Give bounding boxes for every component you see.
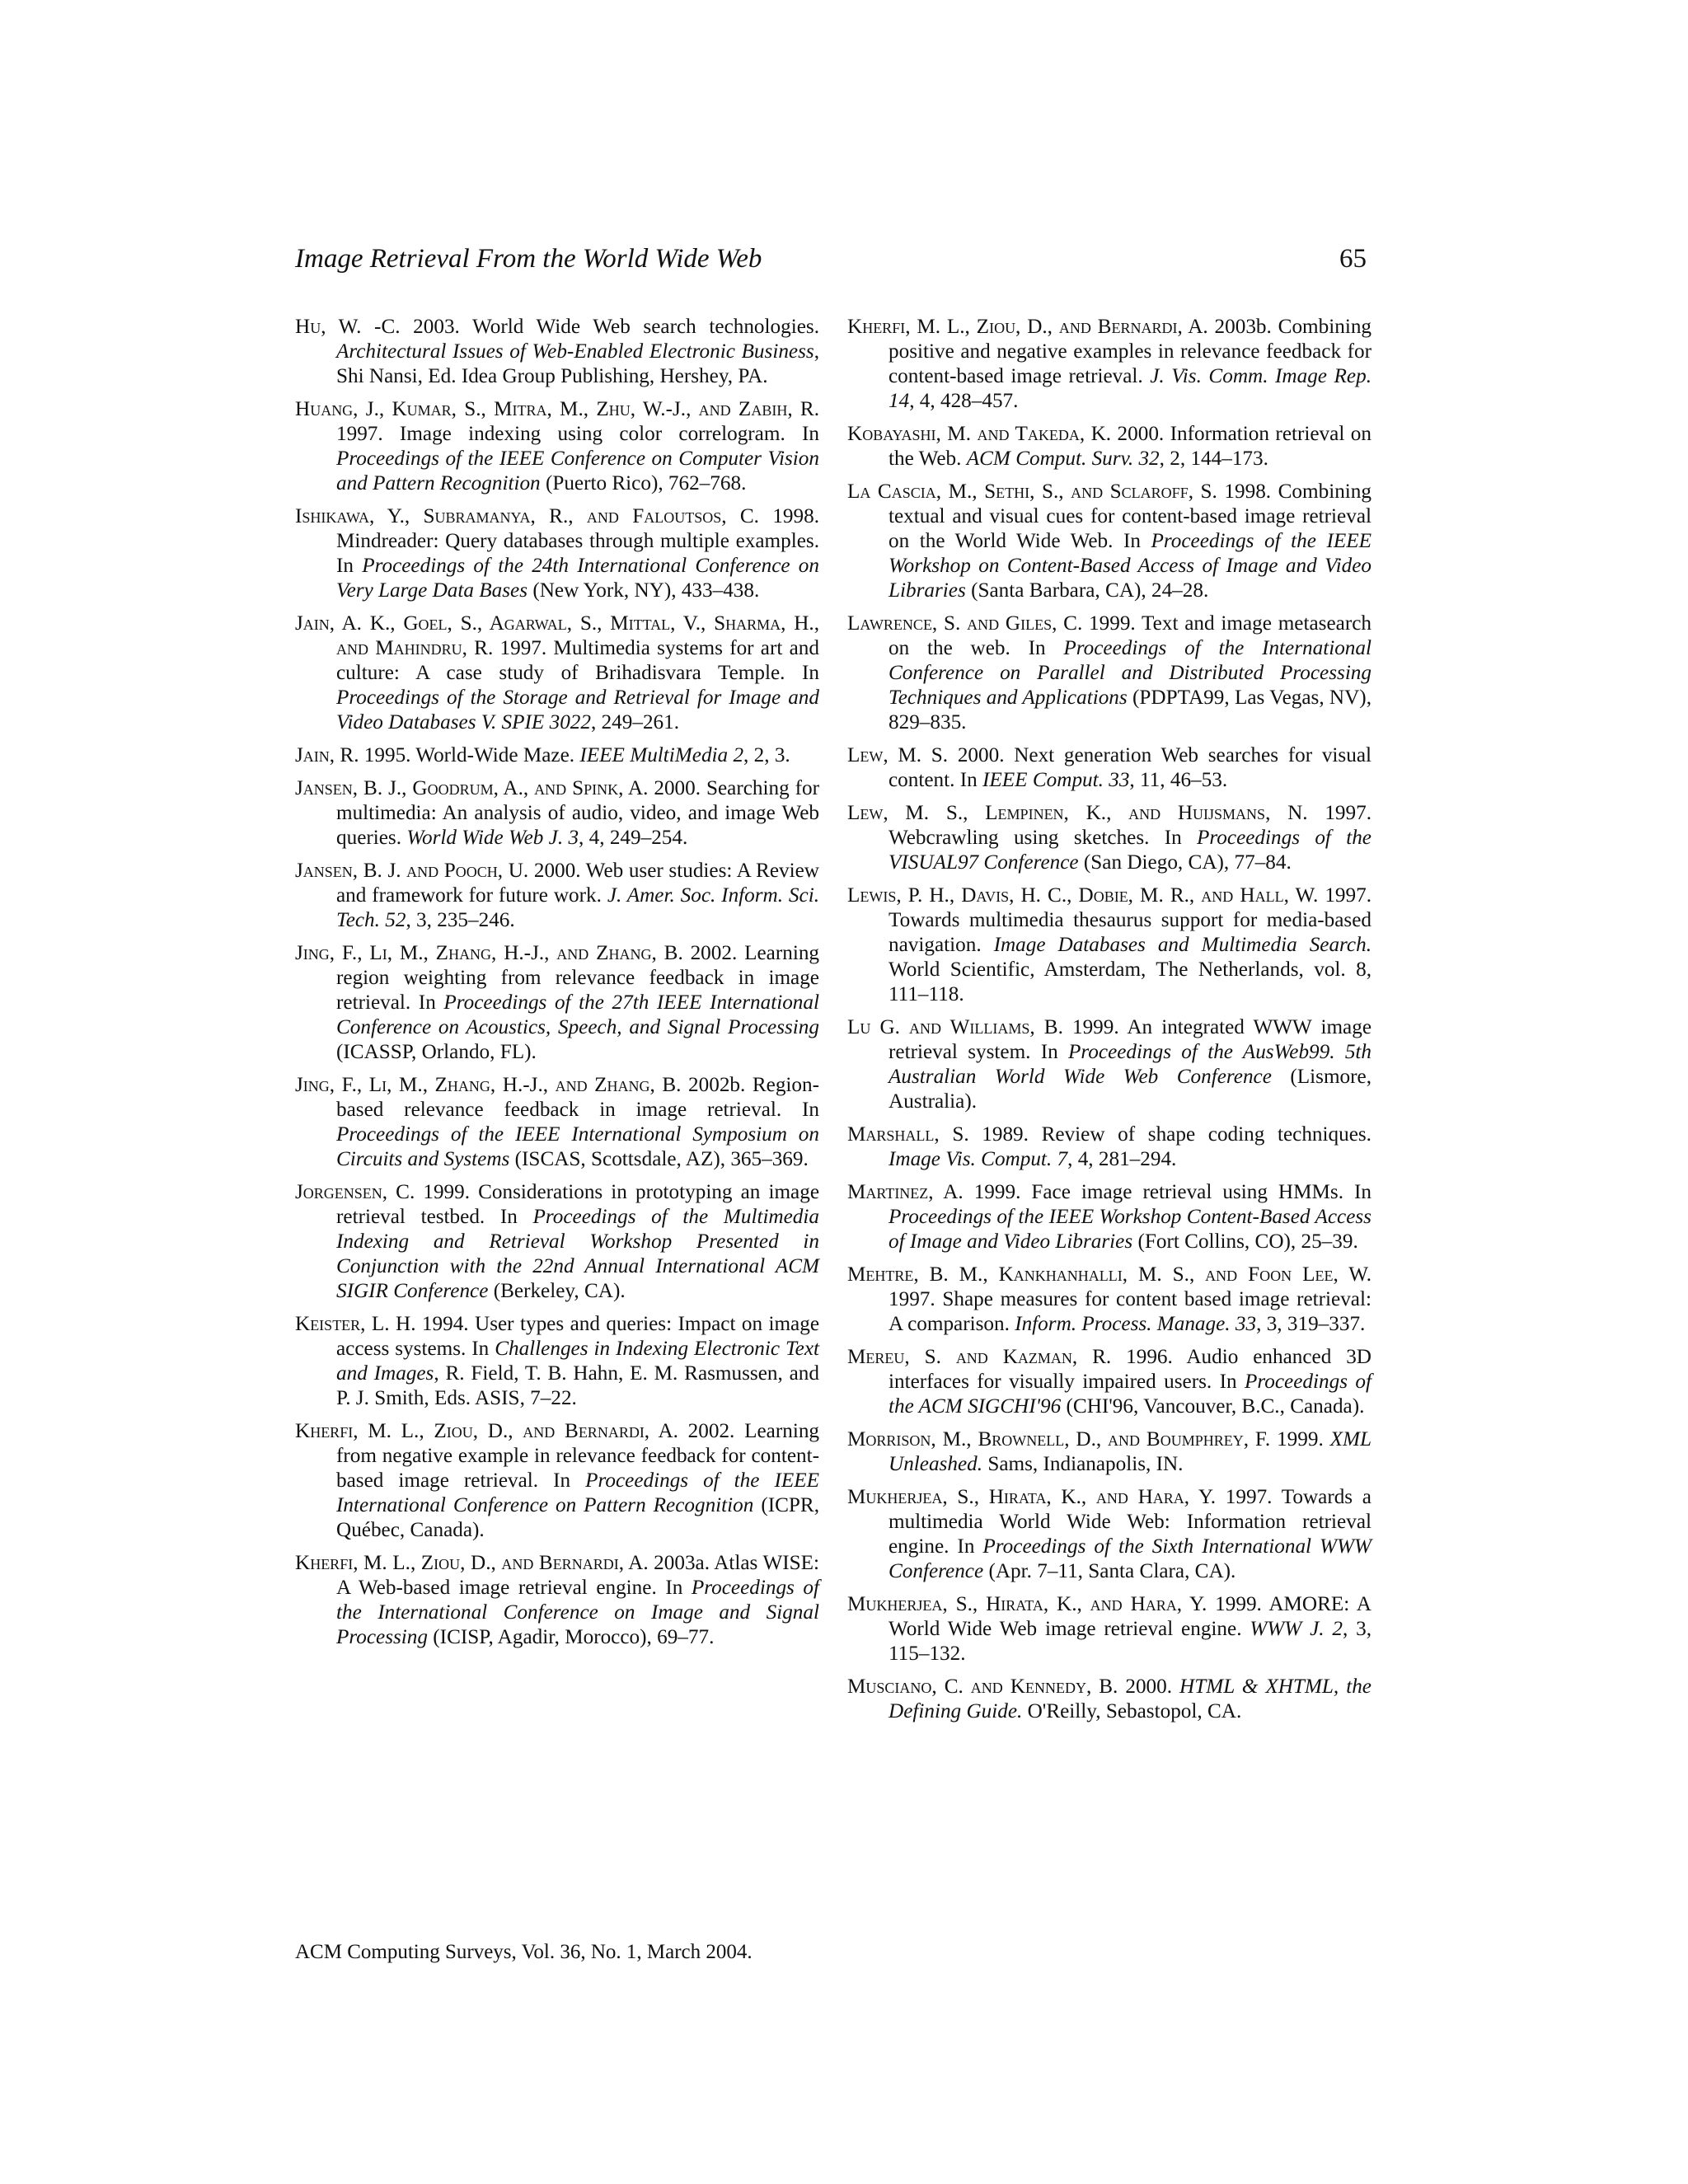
reference-entry (847, 1485, 1372, 1584)
reference-text: 1997. Towards multimedia thesaurus support for media-based navigation. (889, 884, 1372, 956)
reference-entry (847, 883, 1372, 1007)
reference-venue: Architectural Issues of Web-Enabled Electronic Business (336, 340, 814, 363)
reference-text: 1997. Multimedia systems for art and culture: A case study of Brihadisvara Temple. In (336, 637, 819, 684)
reference-authors: Kherfi, M. L., Ziou, D., and Bernardi, A. (295, 1420, 678, 1442)
running-head-title: Image Retrieval From the World Wide Web (295, 244, 762, 274)
reference-authors: Lawrence, S. and Giles, C. (847, 612, 1083, 635)
reference-venue: Image Databases and Multimedia Search. (993, 934, 1372, 956)
reference-entry (295, 1419, 819, 1543)
reference-venue: HTML & XHTML, the Defining Guide. (889, 1675, 1372, 1722)
reference-text: 1997. Towards a multimedia World Wide Web: Information retrieval engine. In (889, 1486, 1372, 1558)
reference-venue: Inform. Process. Manage. 33 (1015, 1313, 1257, 1335)
reference-authors: Jing, F., Li, M., Zhang, H.-J., and Zhang, B. (295, 942, 683, 964)
reference-text: 1997. Image indexing using color correlogram. In (336, 423, 819, 445)
reference-venue: Proceedings of the Storage and Retrieval for Image and Video Databases V. SPIE 3022 (336, 687, 819, 733)
reference-text: 1999. Considerations in prototyping an image retrieval testbed. In (336, 1181, 819, 1228)
reference-venue: Proceedings of the IEEE Conference on Computer Vision and Pattern Recognition (336, 448, 819, 494)
reference-venue: Proceedings of the 24th International Conference on Very Large Data Bases (336, 555, 819, 602)
reference-authors: Mehtre, B. M., Kankhanhalli, M. S., and Foon Lee, W. (847, 1263, 1372, 1286)
reference-authors: Lewis, P. H., Davis, H. C., Dobie, M. R., and Hall, W. (847, 884, 1319, 907)
reference-text: , 3, 235–246. (406, 909, 515, 931)
reference-authors: Jing, F., Li, M., Zhang, H.-J., and Zhang, B. (295, 1074, 682, 1096)
reference-venue: Proceedings of the ACM SIGCHI'96 (889, 1371, 1372, 1418)
reference-entry (847, 315, 1372, 414)
reference-venue: Challenges in Indexing Electronic Text and Images (336, 1338, 819, 1385)
reference-venue: Proceedings of the Sixth International WWW Conference (889, 1535, 1372, 1582)
reference-text: 1996. Audio enhanced 3D interfaces for visually impaired users. In (889, 1346, 1372, 1393)
reference-text: (ICPR, Québec, Canada). (336, 1494, 819, 1541)
reference-venue: Proceedings of the VISUAL97 Conference (889, 827, 1372, 874)
reference-entry (847, 422, 1372, 471)
reference-authors: Jorgensen, C. (295, 1181, 415, 1203)
reference-entry (295, 859, 819, 933)
reference-text: 1999. Text and image metasearch on the web. In (889, 612, 1372, 659)
references-right-column (847, 315, 1372, 1732)
reference-entry (847, 1427, 1372, 1477)
reference-text: (Santa Barbara, CA), 24–28. (965, 579, 1209, 602)
reference-venue: Proceedings of the International Conference on Parallel and Distributed Processing Techniques and Applications (889, 637, 1372, 709)
reference-text: , 4, 428–457. (909, 390, 1019, 412)
reference-authors: Lew, M. S., Lempinen, K., and Huijsmans, N. (847, 802, 1308, 824)
reference-entry (295, 397, 819, 496)
reference-entry (295, 1180, 819, 1304)
reference-text: 2002b. Region-based relevance feedback in image retrieval. In (336, 1074, 819, 1121)
reference-authors: Morrison, M., Brownell, D., and Boumphrey, F. (847, 1428, 1271, 1451)
reference-text: 1989. Review of shape coding techniques. (968, 1123, 1372, 1146)
reference-authors: Keister, L. H. (295, 1313, 416, 1335)
reference-authors: Kherfi, M. L., Ziou, D., and Bernardi, A. (295, 1552, 649, 1574)
reference-text: 1994. User types and queries: Impact on image access systems. In (336, 1313, 820, 1360)
reference-entry (847, 612, 1372, 735)
reference-entry (847, 1592, 1372, 1666)
reference-venue: Proceedings of the 27th IEEE International Conference on Acoustics, Speech, and Signal Processing (336, 991, 819, 1038)
reference-entry (295, 315, 819, 389)
reference-authors: Kherfi, M. L., Ziou, D., and Bernardi, A. (847, 316, 1208, 338)
reference-authors: Hu, W. -C. (295, 316, 401, 338)
reference-venue: World Wide Web J. 3 (406, 827, 579, 849)
reference-text: , R. Field, T. B. Hahn, E. M. Rasmussen, and P. J. Smith, Eds. ASIS, 7–22. (336, 1362, 819, 1409)
reference-text: (San Diego, CA), 77–84. (1078, 851, 1292, 874)
reference-venue: IEEE MultiMedia 2 (579, 744, 744, 766)
reference-authors: La Cascia, M., Sethi, S., and Sclaroff, S. (847, 480, 1217, 503)
reference-text: (Berkeley, CA). (488, 1280, 626, 1302)
journal-footer: ACM Computing Surveys, Vol. 36, No. 1, March 2004. (295, 1941, 753, 1963)
reference-authors: Mukherjea, S., Hirata, K., and Hara, Y. (847, 1593, 1207, 1615)
reference-text: 2000. Information retrieval on the Web. (889, 423, 1372, 470)
reference-authors: Mereu, S. and Kazman, R. (847, 1346, 1112, 1368)
reference-text: 2000. Web user studies: A Review and framework for future work. (336, 860, 819, 907)
reference-venue: Proceedings of the AusWeb99. 5th Australian World Wide Web Conference (889, 1041, 1372, 1088)
reference-entry (847, 801, 1372, 875)
reference-entry (295, 1073, 819, 1172)
reference-text: , 3, 319–337. (1256, 1313, 1366, 1335)
reference-venue: J. Vis. Comm. Image Rep. 14 (889, 365, 1372, 412)
reference-text: 1999. (1270, 1428, 1330, 1451)
reference-authors: Lew, M. S. (847, 744, 949, 766)
reference-text: , 2, 144–173. (1159, 448, 1268, 470)
reference-text: 1998. Mindreader: Query databases through multiple examples. In (336, 505, 819, 577)
reference-text: (Puerto Rico), 762–768. (540, 472, 747, 494)
reference-entry (847, 1180, 1372, 1254)
reference-entry (847, 743, 1372, 793)
reference-text: (CHI'96, Vancouver, B.C., Canada). (1061, 1395, 1365, 1418)
reference-text: 2003a. Atlas WISE: A Web-based image retrieval engine. In (336, 1552, 820, 1599)
reference-text: 2003. World Wide Web search technologies. (400, 316, 819, 338)
reference-venue: ACM Comput. Surv. 32 (966, 448, 1160, 470)
reference-text: 1999. AMORE: A World Wide Web image retrieval engine. (889, 1593, 1372, 1640)
reference-authors: Lu G. and Williams, B. (847, 1016, 1063, 1038)
reference-text: 2002. Learning region weighting from relevance feedback in image retrieval. In (336, 942, 820, 1014)
reference-venue: Proceedings of the IEEE Workshop on Content-Based Access of Image and Video Libraries (889, 530, 1372, 602)
reference-venue: XML Unleashed. (889, 1428, 1372, 1475)
reference-text: (ISCAS, Scottsdale, AZ), 365–369. (509, 1148, 809, 1170)
reference-text: 2000. Next generation Web searches for visual content. In (889, 744, 1372, 791)
reference-text: 2000. Searching for multimedia: An analysis of audio, video, and image Web queries. (336, 777, 819, 849)
reference-text: 2000. (1118, 1675, 1180, 1698)
reference-text: (PDPTA99, Las Vegas, NV), 829–835. (889, 687, 1372, 733)
reference-text: World Scientific, Amsterdam, The Netherlands, vol. 8, 111–118. (889, 958, 1372, 1005)
reference-text: 2002. Learning from negative example in relevance feedback for content-based image retrieval. In (336, 1420, 820, 1492)
reference-authors: Ishikawa, Y., Subramanya, R., and Faloutsos, C. (295, 505, 759, 527)
reference-entry (295, 743, 819, 768)
reference-text: 1999. An integrated WWW image retrieval system. In (889, 1016, 1372, 1063)
reference-text: (New York, NY), 433–438. (528, 579, 760, 602)
reference-text: , 249–261. (590, 711, 680, 733)
reference-text: , 4, 249–254. (579, 827, 688, 849)
reference-text: 1997. Webcrawling using sketches. In (889, 802, 1372, 849)
reference-authors: Jansen, B. J. and Pooch, U. (295, 860, 529, 882)
reference-text: (Apr. 7–11, Santa Clara, CA). (983, 1560, 1236, 1582)
reference-text: , Shi Nansi, Ed. Idea Group Publishing, Hershey, PA. (336, 340, 819, 387)
references-left-column (295, 315, 819, 1658)
reference-text: 1998. Combining textual and visual cues for content-based image retrieval on the World Wide Web. In (889, 480, 1372, 552)
reference-venue: IEEE Comput. 33 (982, 769, 1130, 791)
reference-text: (Fort Collins, CO), 25–39. (1132, 1230, 1358, 1253)
reference-entry (847, 1345, 1372, 1419)
reference-authors: Jain, A. K., Goel, S., Agarwal, S., Mittal, V., Sharma, H., and Mahindru, R. (295, 612, 819, 659)
reference-entry (847, 1122, 1372, 1172)
reference-venue: Proceedings of the International Conference on Image and Signal Processing (336, 1577, 819, 1648)
reference-entry (847, 1675, 1372, 1724)
reference-entry (847, 1263, 1372, 1337)
reference-text: (ICASSP, Orlando, FL). (336, 1041, 537, 1063)
reference-text: (ICISP, Agadir, Morocco), 69–77. (428, 1626, 715, 1648)
reference-text: , 2, 3. (743, 744, 790, 766)
reference-text: O'Reilly, Sebastopol, CA. (1022, 1700, 1242, 1722)
reference-text: , 3, 115–132. (889, 1618, 1372, 1665)
page-number: 65 (1339, 244, 1367, 274)
reference-authors: Kobayashi, M. and Takeda, K. (847, 423, 1112, 445)
reference-text: 2003b. Combining positive and negative examples in relevance feedback for content-based image retrieval. (889, 316, 1372, 387)
reference-authors: Marshall, S. (847, 1123, 969, 1146)
reference-text: 1999. Face image retrieval using HMMs. In (963, 1181, 1372, 1203)
reference-text: , 11, 46–53. (1129, 769, 1228, 791)
reference-authors: Musciano, C. and Kennedy, B. (847, 1675, 1118, 1698)
reference-entry (295, 1312, 819, 1411)
reference-entry (295, 776, 819, 851)
reference-text: Sams, Indianapolis, IN. (982, 1453, 1184, 1475)
reference-text: (Lismore, Australia). (889, 1066, 1372, 1113)
reference-venue: Proceedings of the Multimedia Indexing and Retrieval Workshop Presented in Conjunction with the 22nd Annual International ACM SIGIR Conference (336, 1206, 819, 1302)
reference-authors: Mukherjea, S., Hirata, K., and Hara, Y. (847, 1486, 1217, 1508)
reference-venue: Image Vis. Comput. 7 (889, 1148, 1068, 1170)
reference-entry (295, 504, 819, 603)
reference-authors: Martinez, A. (847, 1181, 964, 1203)
reference-authors: Jain, R. (295, 744, 359, 766)
reference-entry (847, 1015, 1372, 1114)
reference-text: 1995. World-Wide Maze. (359, 744, 580, 766)
reference-text: , 4, 281–294. (1067, 1148, 1177, 1170)
reference-venue: Proceedings of the IEEE International Symposium on Circuits and Systems (336, 1123, 819, 1170)
reference-text: 1997. Shape measures for content based image retrieval: A comparison. (889, 1288, 1372, 1335)
reference-authors: Huang, J., Kumar, S., Mitra, M., Zhu, W.-J., and Zabih, R. (295, 398, 819, 420)
reference-venue: J. Amer. Soc. Inform. Sci. Tech. 52 (336, 884, 819, 931)
reference-entry (847, 480, 1372, 603)
reference-entry (295, 1551, 819, 1650)
running-head (295, 244, 1367, 285)
reference-venue: Proceedings of the IEEE Workshop Content-Based Access of Image and Video Libraries (889, 1206, 1372, 1253)
reference-entry (295, 941, 819, 1065)
reference-venue: WWW J. 2 (1250, 1618, 1343, 1640)
reference-entry (295, 612, 819, 735)
reference-venue: Proceedings of the IEEE International Conference on Pattern Recognition (336, 1469, 820, 1516)
reference-authors: Jansen, B. J., Goodrum, A., and Spink, A. (295, 777, 649, 799)
